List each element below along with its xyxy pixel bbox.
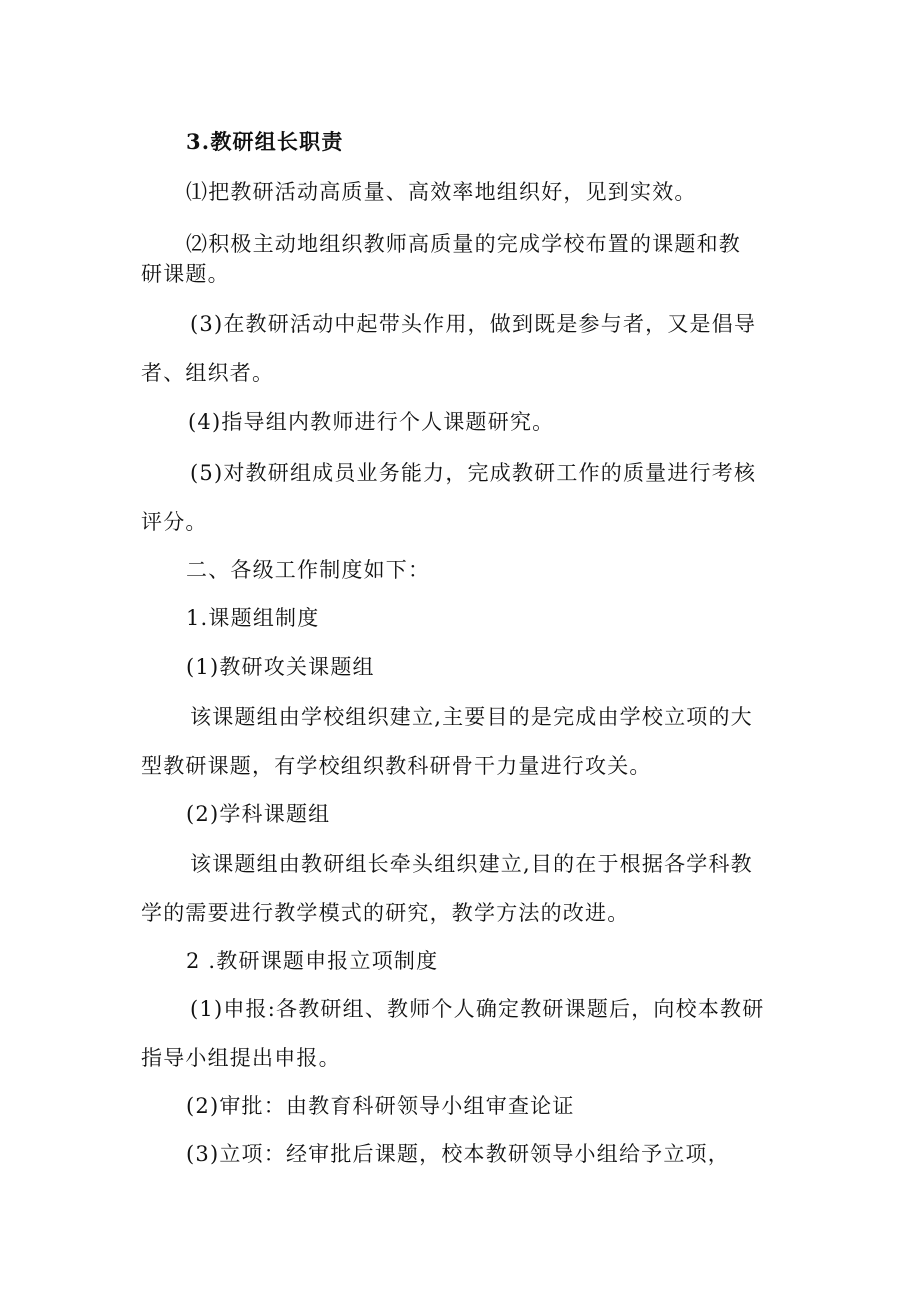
subsection-heading: 1.课题组制度 xyxy=(186,606,320,630)
paragraph-line: (5)对教研组成员业务能力，完成教研工作的质量进行考核 xyxy=(190,461,757,485)
paragraph-line: 学的需要进行教学模式的研究，教学方法的改进。 xyxy=(141,901,630,925)
paragraph-line: (4)指导组内教师进行个人课题研究。 xyxy=(188,410,555,434)
paragraph-line: 者、组织者。 xyxy=(141,361,275,385)
paragraph-line: 研课题。 xyxy=(141,262,230,286)
paragraph-line: 该课题组由学校组织建立,主要目的是完成由学校立项的大 xyxy=(190,705,753,729)
paragraph-line: (2)审批：由教育科研领导小组审查论证 xyxy=(186,1094,575,1118)
paragraph-line: (1)申报:各教研组、教师个人确定教研课题后，向校本教研 xyxy=(190,997,765,1021)
paragraph-line: 评分。 xyxy=(141,510,208,534)
subsection-heading: 2 .教研课题申报立项制度 xyxy=(186,949,439,973)
paragraph-line: (2)学科课题组 xyxy=(186,802,331,826)
paragraph-line: 型教研课题，有学校组织教科研骨干力量进行攻关。 xyxy=(141,754,652,778)
section-heading: 二、各级工作制度如下： xyxy=(186,558,431,582)
paragraph-line: ⑵积极主动地组织教师高质量的完成学校布置的课题和教 xyxy=(186,232,741,256)
section-heading: 3.教研组长职责 xyxy=(186,129,344,154)
paragraph-line: 指导小组提出申报。 xyxy=(141,1046,341,1070)
paragraph-line: 该课题组由教研组长牵头组织建立,目的在于根据各学科教 xyxy=(190,852,753,876)
paragraph-line: (1)教研攻关课题组 xyxy=(186,655,375,679)
paragraph-line: (3)立项：经审批后课题，校本教研领导小组给予立项， xyxy=(186,1142,730,1166)
paragraph-line: ⑴把教研活动高质量、高效率地组织好，见到实效。 xyxy=(186,180,697,204)
paragraph-line: (3)在教研活动中起带头作用，做到既是参与者，又是倡导 xyxy=(190,312,757,336)
